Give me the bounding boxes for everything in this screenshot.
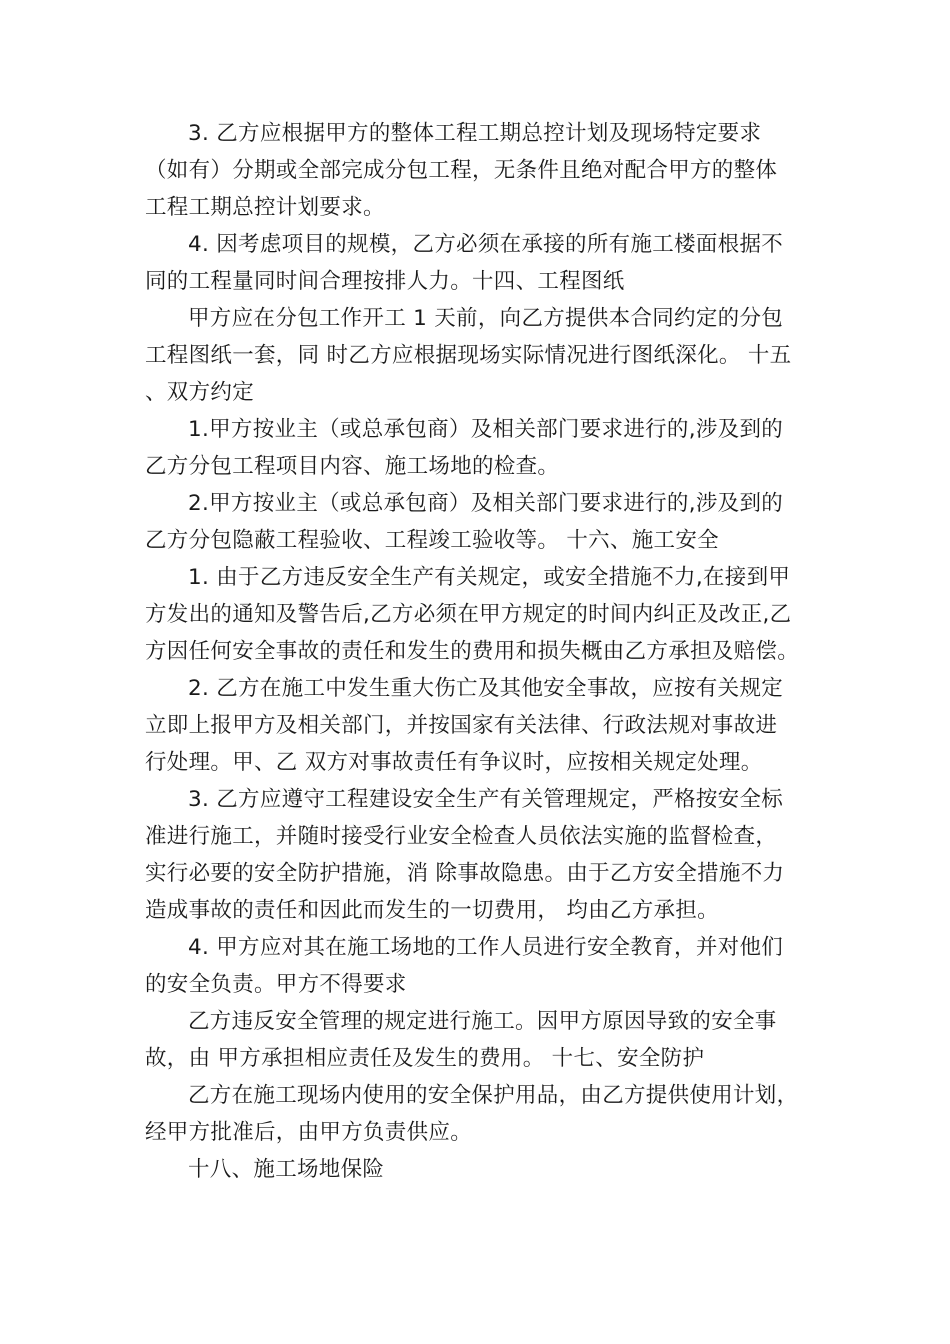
text-line: 方发出的通知及警告后,乙方必须在甲方规定的时间内纠正及改正,乙 [145,602,792,627]
text-line: 3. 乙方应遵守工程建设安全生产有关管理规定，严格按安全标 [188,787,784,812]
text-line: 4. 甲方应对其在施工场地的工作人员进行安全教育，并对他们 [188,935,784,960]
text-line: 4. 因考虑项目的规模，乙方必须在承接的所有施工楼面根据不 [188,232,784,257]
text-line: 乙方违反安全管理的规定进行施工。因甲方原因导致的安全事 [188,1009,777,1034]
text-line: 造成事故的责任和因此而发生的一切费用， 均由乙方承担。 [145,898,719,923]
document-body [145,115,810,1188]
text-line: （如有）分期或全部完成分包工程，无条件且绝对配合甲方的整体 [145,158,778,183]
text-line: 准进行施工，并随时接受行业安全检查人员依法实施的监督检查， [145,824,778,849]
text-line: 立即上报甲方及相关部门，并按国家有关法律、行政法规对事故进 [145,713,778,738]
text-line: 实行必要的安全防护措施，消 除事故隐患。由于乙方安全措施不力 [145,861,785,886]
text-line: 工程图纸一套，同 时乙方应根据现场实际情况进行图纸深化。 十五 [145,343,792,368]
text-line: 故，由 甲方承担相应责任及发生的费用。 十七、安全防护 [145,1046,705,1071]
text-line: 1.甲方按业主（或总承包商）及相关部门要求进行的,涉及到的 [188,417,784,442]
text-line: 行处理。甲、乙 双方对事故责任有争议时，应按相关规定处理。 [145,750,763,775]
text-line: 1. 由于乙方违反安全生产有关规定，或安全措施不力,在接到甲 [188,565,791,590]
text-line: 甲方应在分包工作开工 1 天前，向乙方提供本合同约定的分包 [188,306,784,331]
text-line: 乙方分包隐蔽工程验收、工程竣工验收等。 十六、施工安全 [145,528,719,553]
text-line: 、双方约定 [145,380,255,405]
text-line: 2.甲方按业主（或总承包商）及相关部门要求进行的,涉及到的 [188,491,784,516]
text-line: 同的工程量同时间合理按排人力。十四、工程图纸 [145,269,625,294]
text-line: 经甲方批准后，由甲方负责供应。 [145,1120,473,1145]
text-line: 方因任何安全事故的责任和发生的费用和损失概由乙方承担及赔偿。 [145,639,800,664]
text-line: 十八、施工场地保险 [188,1157,385,1182]
text-line: 的安全负责。甲方不得要求 [145,972,407,997]
text-line: 3. 乙方应根据甲方的整体工程工期总控计划及现场特定要求 [188,121,762,146]
text-line: 乙方分包工程项目内容、施工场地的检查。 [145,454,560,479]
text-line: 乙方在施工现场内使用的安全保护用品，由乙方提供使用计划， [188,1083,799,1108]
text-line: 工程工期总控计划要求。 [145,195,385,220]
text-line: 2. 乙方在施工中发生重大伤亡及其他安全事故，应按有关规定 [188,676,784,701]
